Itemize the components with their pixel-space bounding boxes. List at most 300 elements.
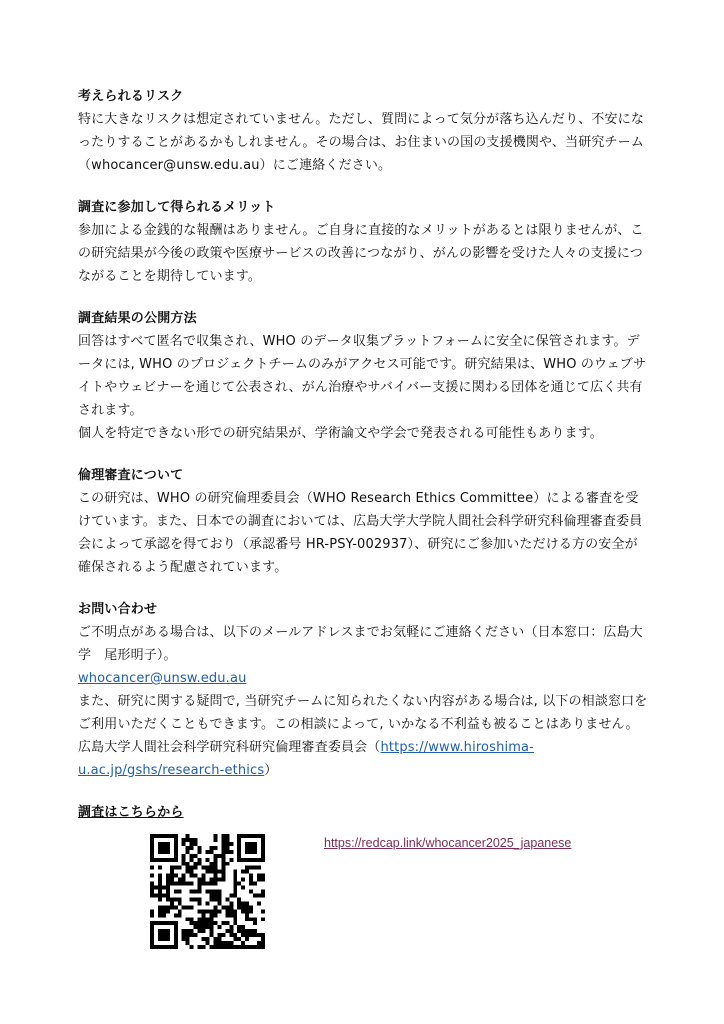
qr-module xyxy=(198,929,202,933)
qr-module xyxy=(154,886,158,890)
qr-module xyxy=(202,937,206,941)
qr-module xyxy=(225,921,229,925)
qr-module xyxy=(178,866,182,870)
qr-module xyxy=(261,854,265,858)
qr-module xyxy=(261,909,265,913)
contact-heading: お問い合わせ xyxy=(78,602,158,617)
qr-module xyxy=(158,874,162,878)
benefits-body: 参加による金銭的な報酬はありません。ご自身に直接的なメリットがあるとは限りませんが、この研究結果が今後の政策や医療サービスの改善につながり、がんの影響を受けた人々の支援につながることを期待しています。 xyxy=(78,223,644,284)
qr-module xyxy=(166,933,170,937)
qr-module xyxy=(249,909,253,913)
qr-module xyxy=(170,882,174,886)
qr-module xyxy=(253,858,257,862)
qr-module xyxy=(190,842,194,846)
qr-module xyxy=(213,913,217,917)
qr-module xyxy=(261,858,265,862)
qr-module xyxy=(150,874,154,878)
qr-module xyxy=(237,925,241,929)
qr-module xyxy=(213,882,217,886)
qr-module xyxy=(170,858,174,862)
qr-module xyxy=(178,890,182,894)
qr-module xyxy=(241,909,245,913)
qr-module xyxy=(209,929,213,933)
qr-module xyxy=(229,945,233,949)
qr-module xyxy=(245,870,249,874)
qr-module xyxy=(174,838,178,842)
qr-module xyxy=(253,893,257,897)
qr-module xyxy=(166,878,170,882)
qr-module xyxy=(202,874,206,878)
qr-module xyxy=(202,882,206,886)
qr-module xyxy=(213,909,217,913)
qr-module xyxy=(158,858,162,862)
qr-module xyxy=(249,905,253,909)
risks-body xyxy=(78,108,648,177)
qr-module xyxy=(182,854,186,858)
qr-module xyxy=(209,917,213,921)
qr-module xyxy=(158,882,162,886)
qr-module xyxy=(174,834,178,838)
qr-module xyxy=(182,882,186,886)
qr-module xyxy=(245,850,249,854)
qr-module xyxy=(225,834,229,838)
qr-module xyxy=(249,866,253,870)
qr-module xyxy=(194,921,198,925)
qr-module xyxy=(209,850,213,854)
qr-module xyxy=(158,929,162,933)
qr-module xyxy=(229,929,233,933)
qr-module xyxy=(241,945,245,949)
qr-module xyxy=(162,909,166,913)
qr-module xyxy=(166,846,170,850)
qr-module xyxy=(166,886,170,890)
qr-module xyxy=(150,941,154,945)
qr-module xyxy=(182,862,186,866)
qr-module xyxy=(257,858,261,862)
qr-module xyxy=(158,913,162,917)
survey-url-link[interactable]: https://redcap.link/whocancer2025_japanese xyxy=(324,836,572,850)
qr-module xyxy=(162,850,166,854)
qr-module xyxy=(158,834,162,838)
contact-body-2: また、研究に関する疑問で, 当研究チームに知られたくない内容がある場合は, 以下の相談窓口をご利用いただくこともできます。この相談によって, いかなる不利益も被ることはありません。 xyxy=(78,694,648,732)
qr-module xyxy=(253,850,257,854)
qr-module xyxy=(209,913,213,917)
qr-module xyxy=(221,854,225,858)
qr-module xyxy=(209,933,213,937)
qr-module xyxy=(198,862,202,866)
qr-module xyxy=(190,870,194,874)
qr-module xyxy=(170,878,174,882)
qr-module xyxy=(229,858,233,862)
qr-module xyxy=(221,941,225,945)
qr-module xyxy=(213,941,217,945)
qr-module xyxy=(249,858,253,862)
qr-module xyxy=(249,878,253,882)
qr-module xyxy=(233,913,237,917)
qr-module xyxy=(221,945,225,949)
qr-module xyxy=(221,858,225,862)
qr-module xyxy=(217,897,221,901)
qr-module xyxy=(261,945,265,949)
qr-module xyxy=(233,870,237,874)
qr-module xyxy=(162,913,166,917)
qr-module xyxy=(186,850,190,854)
qr-module xyxy=(249,917,253,921)
qr-module xyxy=(209,925,213,929)
committee-url-link[interactable]: https://www.hiroshima-u.ac.jp/gshs/research-ethics xyxy=(78,740,534,778)
qr-module xyxy=(237,834,241,838)
qr-module xyxy=(154,834,158,838)
qr-module xyxy=(237,897,241,901)
qr-module xyxy=(225,905,229,909)
qr-module xyxy=(221,846,225,850)
qr-module xyxy=(261,890,265,894)
qr-module xyxy=(178,901,182,905)
qr-module xyxy=(194,874,198,878)
qr-module xyxy=(241,901,245,905)
qr-module xyxy=(162,921,166,925)
qr-module xyxy=(202,945,206,949)
qr-module xyxy=(158,897,162,901)
qr-module xyxy=(174,850,178,854)
qr-module xyxy=(178,909,182,913)
qr-module xyxy=(190,917,194,921)
qr-module xyxy=(249,874,253,878)
qr-module xyxy=(158,850,162,854)
qr-module xyxy=(194,866,198,870)
qr-module xyxy=(194,838,198,842)
qr-module xyxy=(202,909,206,913)
qr-module xyxy=(194,933,198,937)
qr-module xyxy=(154,921,158,925)
qr-module xyxy=(241,858,245,862)
qr-module xyxy=(221,842,225,846)
qr-module xyxy=(233,909,237,913)
qr-module xyxy=(166,850,170,854)
qr-module xyxy=(249,945,253,949)
qr-module xyxy=(194,862,198,866)
qr-module xyxy=(158,937,162,941)
qr-module xyxy=(166,905,170,909)
qr-module xyxy=(190,945,194,949)
qr-module xyxy=(174,933,178,937)
qr-module xyxy=(217,925,221,929)
qr-module xyxy=(237,901,241,905)
qr-module xyxy=(174,925,178,929)
benefits-heading: 調査に参加して得られるメリット xyxy=(78,200,276,215)
qr-module xyxy=(178,878,182,882)
qr-module xyxy=(174,897,178,901)
qr-module xyxy=(261,893,265,897)
qr-module xyxy=(170,870,174,874)
qr-module xyxy=(198,850,202,854)
ethics-body: この研究は、WHO の研究倫理委員会（WHO Research Ethics Committee）による審査を受けています。また、日本での調査においては、広島大学大学院人間社会科学研究科倫理審査委員会によって承認を得ており（承認番号 HR-PSY-002937）、研究にご参加いただける方の安全が確保されるよう配慮されています。 xyxy=(78,491,643,575)
qr-module xyxy=(170,921,174,925)
qr-module xyxy=(166,890,170,894)
qr-module xyxy=(166,937,170,941)
qr-module xyxy=(233,882,237,886)
qr-module xyxy=(221,933,225,937)
risks-heading: 考えられるリスク xyxy=(78,89,184,104)
qr-module xyxy=(158,846,162,850)
qr-module xyxy=(233,890,237,894)
risks-email: whocancer@unsw.edu.au xyxy=(91,158,260,173)
qr-module xyxy=(166,921,170,925)
qr-module xyxy=(174,854,178,858)
qr-module xyxy=(253,933,257,937)
risks-section xyxy=(78,86,648,177)
qr-module xyxy=(206,890,210,894)
qr-module xyxy=(166,929,170,933)
qr-module xyxy=(221,878,225,882)
qr-module xyxy=(213,897,217,901)
qr-module xyxy=(217,937,221,941)
qr-module xyxy=(170,866,174,870)
qr-module xyxy=(150,882,154,886)
qr-module xyxy=(150,890,154,894)
qr-module xyxy=(206,850,210,854)
qr-module xyxy=(233,937,237,941)
qr-module xyxy=(225,897,229,901)
qr-module xyxy=(225,913,229,917)
qr-module xyxy=(150,838,154,842)
qr-module xyxy=(198,882,202,886)
qr-module xyxy=(150,925,154,929)
qr-module xyxy=(261,846,265,850)
qr-module xyxy=(198,901,202,905)
qr-module xyxy=(170,897,174,901)
qr-module xyxy=(261,850,265,854)
qr-module xyxy=(182,905,186,909)
qr-module xyxy=(213,854,217,858)
qr-module xyxy=(150,909,154,913)
qr-module xyxy=(213,874,217,878)
contact-email-link[interactable]: whocancer@unsw.edu.au xyxy=(78,671,247,686)
qr-code-icon[interactable] xyxy=(150,834,265,949)
risks-text-1: 特に大きなリスクは想定されていません。ただし、質問によって気分が落ち込んだり、不安になったりすることがあるかもしれません。その場合は、お住まいの国の支援機関や、当研究チーム（ xyxy=(78,112,644,173)
qr-module xyxy=(158,886,162,890)
qr-module xyxy=(150,933,154,937)
qr-module xyxy=(158,945,162,949)
qr-module xyxy=(186,882,190,886)
qr-module xyxy=(241,878,245,882)
qr-module xyxy=(190,846,194,850)
qr-module xyxy=(237,937,241,941)
qr-module xyxy=(162,937,166,941)
qr-module xyxy=(237,882,241,886)
qr-module xyxy=(198,917,202,921)
qr-module xyxy=(253,866,257,870)
qr-module xyxy=(249,933,253,937)
qr-module xyxy=(213,862,217,866)
qr-module xyxy=(198,897,202,901)
qr-module xyxy=(206,858,210,862)
qr-module xyxy=(170,945,174,949)
qr-module xyxy=(198,878,202,882)
qr-module xyxy=(245,866,249,870)
qr-module xyxy=(194,890,198,894)
qr-module xyxy=(213,905,217,909)
qr-module xyxy=(213,893,217,897)
qr-module xyxy=(206,870,210,874)
qr-module xyxy=(237,905,241,909)
qr-module xyxy=(154,893,158,897)
qr-module xyxy=(257,878,261,882)
qr-module xyxy=(249,929,253,933)
qr-module xyxy=(150,893,154,897)
qr-module xyxy=(166,874,170,878)
qr-module xyxy=(249,882,253,886)
qr-module xyxy=(241,905,245,909)
qr-module xyxy=(174,858,178,862)
qr-module xyxy=(225,862,229,866)
qr-module xyxy=(162,893,166,897)
qr-module xyxy=(150,945,154,949)
qr-module xyxy=(217,893,221,897)
qr-module xyxy=(190,882,194,886)
qr-module xyxy=(206,937,210,941)
qr-module xyxy=(174,929,178,933)
qr-module xyxy=(225,846,229,850)
qr-module xyxy=(245,917,249,921)
qr-module xyxy=(221,921,225,925)
qr-module xyxy=(213,870,217,874)
qr-module xyxy=(245,901,249,905)
qr-module xyxy=(209,862,213,866)
qr-module xyxy=(190,838,194,842)
qr-module xyxy=(186,937,190,941)
qr-module xyxy=(253,921,257,925)
qr-module xyxy=(209,866,213,870)
benefits-section xyxy=(78,197,648,288)
qr-module xyxy=(257,941,261,945)
qr-module xyxy=(198,886,202,890)
qr-module xyxy=(213,945,217,949)
qr-module xyxy=(186,838,190,842)
qr-module xyxy=(186,905,190,909)
qr-module xyxy=(174,905,178,909)
qr-module xyxy=(178,897,182,901)
qr-module xyxy=(253,929,257,933)
qr-module xyxy=(221,862,225,866)
qr-module xyxy=(194,925,198,929)
qr-module xyxy=(229,850,233,854)
qr-module xyxy=(237,929,241,933)
qr-module xyxy=(253,846,257,850)
qr-module xyxy=(229,893,233,897)
qr-module xyxy=(174,866,178,870)
qr-module xyxy=(245,929,249,933)
qr-module xyxy=(174,842,178,846)
qr-module xyxy=(162,846,166,850)
publication-body-2: 個人を特定できない形での研究結果が、学術論文や学会で発表される可能性もあります。 xyxy=(78,426,603,441)
qr-module xyxy=(166,842,170,846)
qr-module xyxy=(261,933,265,937)
qr-module xyxy=(253,834,257,838)
qr-module xyxy=(221,838,225,842)
qr-module xyxy=(178,882,182,886)
qr-module xyxy=(202,925,206,929)
qr-module xyxy=(162,933,166,937)
qr-module xyxy=(217,870,221,874)
qr-module xyxy=(186,866,190,870)
qr-module xyxy=(241,870,245,874)
qr-module xyxy=(229,842,233,846)
qr-module xyxy=(221,905,225,909)
qr-module xyxy=(213,890,217,894)
qr-module xyxy=(257,933,261,937)
qr-module xyxy=(249,890,253,894)
qr-module xyxy=(213,834,217,838)
qr-module xyxy=(245,933,249,937)
qr-module xyxy=(237,945,241,949)
qr-module xyxy=(217,941,221,945)
qr-module xyxy=(202,866,206,870)
qr-module xyxy=(186,929,190,933)
qr-module xyxy=(209,890,213,894)
qr-module xyxy=(202,913,206,917)
qr-module xyxy=(217,945,221,949)
qr-module xyxy=(170,901,174,905)
qr-module xyxy=(190,929,194,933)
qr-module xyxy=(229,913,233,917)
qr-module xyxy=(190,854,194,858)
qr-module xyxy=(241,941,245,945)
qr-module xyxy=(186,917,190,921)
qr-module xyxy=(233,945,237,949)
survey-section xyxy=(78,802,648,954)
qr-module xyxy=(257,834,261,838)
qr-module xyxy=(190,874,194,878)
qr-module xyxy=(202,917,206,921)
qr-module xyxy=(198,858,202,862)
qr-module xyxy=(158,905,162,909)
qr-module xyxy=(206,866,210,870)
qr-module xyxy=(166,897,170,901)
qr-module xyxy=(150,913,154,917)
qr-module xyxy=(261,834,265,838)
qr-module xyxy=(162,858,166,862)
qr-module xyxy=(198,846,202,850)
qr-module xyxy=(158,878,162,882)
qr-module xyxy=(162,929,166,933)
qr-module xyxy=(257,901,261,905)
qr-module xyxy=(229,905,233,909)
qr-module xyxy=(150,866,154,870)
qr-module xyxy=(217,878,221,882)
qr-module xyxy=(241,886,245,890)
qr-module xyxy=(182,874,186,878)
qr-module xyxy=(174,890,178,894)
survey-heading: 調査はこちらから xyxy=(78,805,184,820)
qr-module xyxy=(241,933,245,937)
qr-module xyxy=(162,842,166,846)
publication-section xyxy=(78,308,648,445)
qr-module xyxy=(233,893,237,897)
qr-module xyxy=(257,874,261,878)
qr-module xyxy=(253,842,257,846)
qr-module xyxy=(166,858,170,862)
qr-module xyxy=(158,933,162,937)
qr-module xyxy=(261,842,265,846)
qr-module xyxy=(182,929,186,933)
qr-module xyxy=(158,893,162,897)
qr-module xyxy=(166,893,170,897)
qr-module xyxy=(150,846,154,850)
qr-module xyxy=(202,929,206,933)
qr-module xyxy=(225,945,229,949)
qr-module xyxy=(225,909,229,913)
